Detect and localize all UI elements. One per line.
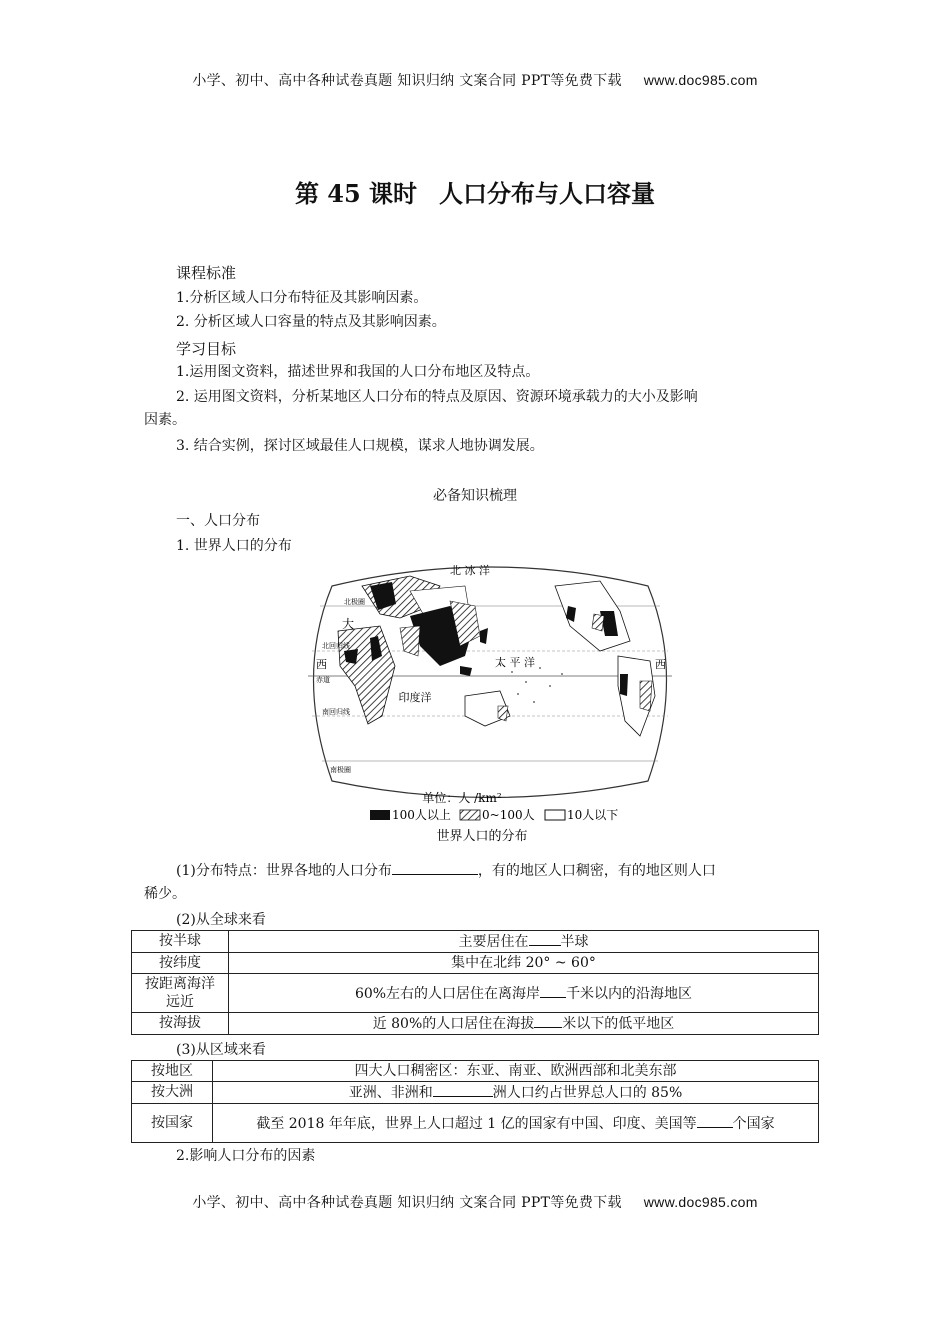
row-text: 洲人口约占世界总人口的 85% — [492, 1085, 683, 1101]
part2-heading: 2.影响人口分布的因素 — [176, 1148, 316, 1164]
legend-swatch-medium — [460, 810, 480, 820]
goal-item: 3. 结合实例，探讨区域最佳人口规模，谋求人地协调发展。 — [176, 438, 544, 454]
table-row — [132, 1104, 819, 1143]
label-xi-right: 西 — [655, 658, 666, 671]
answer-blank[interactable] — [697, 1113, 733, 1128]
table-row — [132, 1082, 819, 1104]
row-text: 千米以内的沿海地区 — [566, 985, 693, 1002]
part1-heading: 一、人口分布 — [176, 513, 260, 529]
row-text: 半球 — [560, 934, 589, 950]
legend-dense: 100人以上 — [392, 808, 451, 822]
row-text: 个国家 — [732, 1116, 775, 1132]
row-label: 按国家 — [132, 1104, 213, 1143]
row-text: 主要居住在 — [458, 934, 529, 950]
q1-text-a: (1)分布特点：世界各地的人口分布 — [176, 863, 392, 879]
goal-item: 1.运用图文资料，描述世界和我国的人口分布地区及特点。 — [176, 364, 540, 380]
footer-text: 小学、初中、高中各种试卷真题 知识归纳 文案合同 PPT等免费下载 — [192, 1195, 622, 1211]
row-text: 亚洲、非洲和 — [348, 1085, 433, 1101]
row-text: 截至 2018 年年底，世界上人口超过 1 亿的国家有中国、印度、美国等 — [256, 1116, 697, 1132]
part1-sub1: 1. 世界人口的分布 — [176, 538, 292, 554]
q1-text-b: ，有的地区人口稠密，有的地区则人口 — [477, 863, 716, 879]
map-caption: 世界人口的分布 — [436, 829, 528, 844]
page-title — [0, 174, 950, 209]
label-south-circle: 南极圈 — [330, 766, 351, 774]
row-label: 按地区 — [132, 1061, 213, 1082]
answer-blank[interactable] — [534, 1013, 562, 1028]
row-label: 按半球 — [132, 931, 229, 953]
row-label: 按纬度 — [132, 953, 229, 974]
goal-item: 2. 运用图文资料，分析某地区人口分布的特点及原因、资源环境承载力的大小及影响 — [176, 389, 698, 405]
legend-medium: 0~100人 — [482, 808, 535, 822]
header-site: www.doc985.com — [643, 72, 758, 88]
row-label: 按大洲 — [132, 1082, 213, 1104]
q1-blank[interactable] — [392, 860, 478, 875]
label-n-tropic: 北回归线 — [322, 642, 350, 650]
map-unit: 单位：人 /km² — [422, 791, 502, 805]
label-pacific: 太 平 洋 — [495, 656, 535, 669]
standard-item: 2. 分析区域人口容量的特点及其影响因素。 — [176, 314, 446, 330]
row-content — [213, 1082, 819, 1104]
row-label: 按海拔 — [132, 1013, 229, 1035]
header-text: 小学、初中、高中各种试卷真题 知识归纳 文案合同 PPT等免费下载 — [192, 73, 622, 89]
table-row — [132, 1013, 819, 1035]
row-content — [229, 931, 819, 953]
label-da: 大 — [342, 617, 355, 631]
label-equator: 赤道 — [316, 676, 330, 684]
region-sa-east — [640, 681, 652, 711]
row-content — [229, 1013, 819, 1035]
q1-line1 — [176, 860, 716, 881]
label-arctic: 北 冰 洋 — [450, 564, 490, 577]
q2-heading: (2)从全球来看 — [176, 912, 266, 928]
legend-sparse: 10人以下 — [567, 808, 619, 822]
row-content: 四大人口稠密区：东亚、南亚、欧洲西部和北美东部 — [213, 1061, 819, 1082]
answer-blank[interactable] — [529, 931, 561, 946]
region-australia-east — [498, 706, 508, 721]
row-content — [213, 1104, 819, 1143]
legend-swatch-sparse — [545, 810, 565, 820]
region-na-medium — [592, 614, 604, 631]
label-north-circle: 北极圈 — [344, 598, 365, 606]
region-sa-west-dense — [620, 674, 628, 696]
table-row — [132, 931, 819, 953]
section-title: 必备知识梳理 — [433, 488, 517, 504]
world-population-map — [300, 556, 680, 856]
table-row — [132, 1061, 819, 1082]
table-row — [132, 953, 819, 974]
answer-blank[interactable] — [540, 983, 566, 998]
page-header — [0, 70, 950, 90]
answer-blank[interactable] — [433, 1082, 493, 1097]
q2-table — [131, 930, 819, 1035]
q3-heading: (3)从区域来看 — [176, 1042, 266, 1058]
legend-swatch-dense — [370, 810, 390, 820]
row-content — [229, 974, 819, 1013]
row-text: 米以下的低平地区 — [562, 1016, 675, 1032]
q1-line2: 稀少。 — [144, 886, 186, 902]
row-content: 集中在北纬 20° ~ 60° — [229, 953, 819, 974]
row-text: 近 80%的人口居住在海拔 — [372, 1016, 535, 1032]
goals-heading: 学习目标 — [176, 340, 237, 358]
lesson-topic: 人口分布与人口容量 — [439, 179, 656, 208]
goal-item-cont: 因素。 — [144, 412, 186, 428]
q3-table — [131, 1060, 819, 1143]
row-label-text: 按距离海洋远近 — [145, 976, 215, 1010]
lesson-number: 第 45 课时 — [294, 179, 418, 208]
label-xi-left: 西 — [316, 658, 327, 671]
table-row — [132, 974, 819, 1013]
row-label — [132, 974, 229, 1013]
footer-site: www.doc985.com — [643, 1194, 758, 1210]
row-text: 60%左右的人口居住在离海岸 — [354, 985, 541, 1002]
label-indian: 印度洋 — [398, 691, 432, 704]
standard-item: 1.分析区域人口分布特征及其影响因素。 — [176, 290, 428, 306]
standards-heading: 课程标准 — [176, 264, 237, 282]
region-west-africa-dense — [344, 649, 358, 664]
page-footer — [0, 1192, 950, 1212]
label-s-tropic: 南回归线 — [322, 708, 350, 716]
